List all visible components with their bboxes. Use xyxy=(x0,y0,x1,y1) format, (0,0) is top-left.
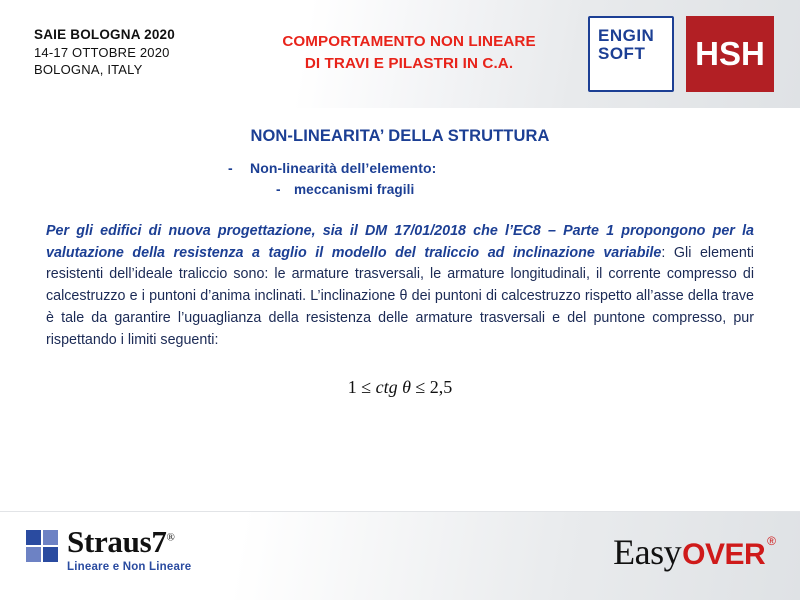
slide-footer xyxy=(0,511,800,600)
formula-suffix: ≤ 2,5 xyxy=(415,377,453,398)
paragraph-lead-text: Per gli edifici di nuova progettazione, sia il DM 17/01/2018 che l’EC8 – Parte 1 propongono per la valutazione della resistenza a taglio il modello del traliccio ad inclinazione variabile xyxy=(46,223,754,261)
bullet-dash: - xyxy=(228,160,233,176)
straus7-squares-icon xyxy=(26,530,60,564)
formula-shear-inclination xyxy=(0,377,800,398)
body-paragraph xyxy=(46,221,754,351)
enginsoft-logo-line-1: ENGIN xyxy=(598,26,655,45)
slide-header xyxy=(0,0,800,108)
easyover-easy-word: Easy xyxy=(613,532,682,572)
banner-line-2: DI TRAVI E PILASTRI IN C.A. xyxy=(304,54,514,72)
straus7-tagline: Lineare e Non Lineare xyxy=(67,561,192,573)
formula-theta: θ xyxy=(397,377,416,398)
paragraph-lead-tail: : xyxy=(661,244,666,261)
enginsoft-logo-line-2: SOFT xyxy=(598,43,646,63)
straus7-wordmark xyxy=(67,526,191,557)
enginsoft-logo xyxy=(588,16,674,92)
bullet-level-1 xyxy=(0,160,800,176)
formula-prefix: 1 ≤ xyxy=(347,377,376,398)
easyover-over-word: OVER xyxy=(682,538,766,571)
easyover-logo xyxy=(613,534,776,570)
straus7-logo-text xyxy=(67,526,191,573)
hsh-logo-label: HSH xyxy=(695,35,765,72)
straus7-name: Straus7 xyxy=(67,524,167,559)
event-title: SAIE BOLOGNA 2020 xyxy=(34,27,175,42)
banner-line-1: COMPORTAMENTO NON LINEARE xyxy=(282,33,536,50)
slide-content xyxy=(0,108,800,398)
bullet-level-1-label: Non-linearità dell’elemento: xyxy=(250,160,437,176)
easyover-registered-mark: ® xyxy=(767,534,776,548)
slide-title: NON-LINEARITA’ DELLA STRUTTURA xyxy=(250,127,550,145)
event-location: BOLOGNA, ITALY xyxy=(34,61,143,77)
paragraph-body-text: Gli elementi resistenti dell’ideale traliccio sono: le armature trasversali, le armature longitudinali, il corrente compresso di calcestruzzo e i puntoni d’anima inclinati. L’inclinazione θ dei puntoni di calcestruzzo rispetto all’asse della trave è tale da garantire l’uguaglianza della resistenza delle armature trasversali e del puntone compresso, pur rispettando i limiti seguenti: xyxy=(46,244,754,348)
presentation-banner-title xyxy=(238,31,580,74)
bullet-dash-sub: - xyxy=(276,182,281,197)
straus7-logo xyxy=(26,526,191,573)
bullet-level-2 xyxy=(0,182,800,197)
bullet-level-2-label: meccanismi fragili xyxy=(294,182,415,197)
hsh-logo xyxy=(686,16,774,92)
event-dates: 14-17 OTTOBRE 2020 xyxy=(34,44,170,60)
formula-ctg: ctg xyxy=(375,377,398,398)
event-info xyxy=(34,26,175,78)
straus7-registered-mark: ® xyxy=(166,531,175,544)
